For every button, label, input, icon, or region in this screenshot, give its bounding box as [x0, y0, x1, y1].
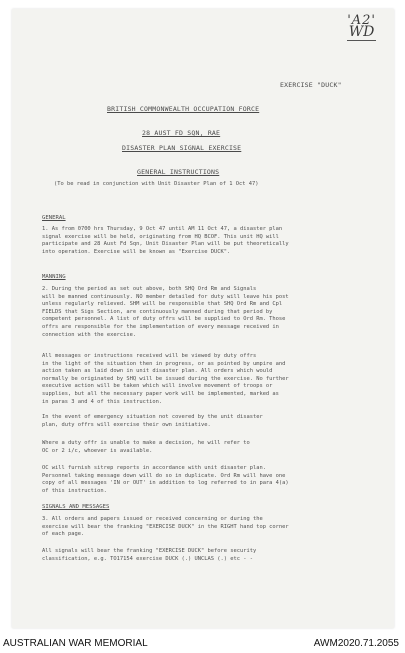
text-line: of each page.	[42, 531, 85, 538]
text-line: classification, e.g. TO17154 exercise DUCK (.) UNCLAS (.) etc - -	[42, 555, 253, 562]
text-line: 1. As from 0700 hrs Thursday, 9 Oct 47 until AM 11 Oct 47, a disaster plan	[42, 226, 283, 232]
text-line: competent personnel. A list of duty offrs will be supplied to Ord Rm. Those	[42, 316, 286, 323]
text-line: normally be originated by SHQ will be issued during the exercise. No further	[42, 375, 289, 382]
section-signals: SIGNALS AND MESSAGES	[42, 504, 110, 510]
text-line: 3. All orders and papers issued or received concerning or during the	[42, 516, 263, 522]
text-line: OC will furnish sitrep reports in accordance with unit disaster plan.	[42, 465, 266, 471]
text-line: supplies, but all the necessary paper work will be implemented, marked as	[42, 390, 279, 397]
text-line: exercise will bear the franking "EXERCISE DUCK" in the RIGHT hand top corner	[42, 523, 289, 530]
paragraph-1	[42, 226, 372, 256]
paragraph-4	[42, 414, 372, 429]
text-line: OC or 2 i/c, whoever is available.	[42, 447, 153, 454]
text-line: in the light of the situation then in progress, or as pointed by umpire and	[42, 360, 286, 367]
text-line: connection with the exercise.	[42, 331, 137, 338]
paragraph-2	[42, 286, 372, 339]
paragraph-5	[42, 440, 372, 455]
section-general: GENERAL	[42, 215, 66, 221]
text-line: Where a duty offr is unable to make a decision, he will refer to	[42, 440, 250, 446]
image-credit-bar	[0, 637, 405, 653]
text-line: executive action will be taken which will involve movement of troops or	[42, 383, 273, 390]
text-line: 2. During the period as set out above, both SHQ Ord Rm and Signals	[42, 286, 257, 292]
instruction-note: (To be read in conjunction with Unit Disaster Plan of 1 Oct 47)	[54, 181, 259, 187]
text-line: Personnel taking message down will do so in duplicate. Ord Rm will have one	[42, 472, 286, 479]
document-page	[12, 9, 394, 628]
plan-title: DISASTER PLAN SIGNAL EXERCISE	[122, 144, 242, 152]
paragraph-8	[42, 548, 372, 563]
text-line: plan, duty offrs will exercise their own initiative.	[42, 421, 211, 428]
text-line: in paras 3 and 4 of this instruction.	[42, 398, 163, 405]
section-manning: MANNING	[42, 274, 66, 280]
text-line: action taken as laid down in unit disaster plan. All orders which would	[42, 368, 273, 375]
text-line: All messages or instructions received will be viewed by duty offrs	[42, 353, 257, 359]
text-line: signal exercise will be held, originating from HQ BCOF. This unit HQ will	[42, 233, 279, 240]
annotation-initials: WD	[348, 24, 375, 40]
text-line: offrs are responsible for the implementation of every message received in	[42, 323, 279, 330]
paragraph-6	[42, 465, 372, 495]
source-label: AUSTRALIAN WAR MEMORIAL	[3, 638, 148, 649]
handwritten-annotation	[347, 13, 376, 41]
text-line: In the event of emergency situation not covered by the unit disaster	[42, 414, 263, 420]
text-line: FIELDS that Sigs Section, are continuously manned during that period by	[42, 308, 273, 315]
text-line: All signals will bear the franking "EXERCISE DUCK" before security	[42, 548, 257, 554]
paragraph-7	[42, 516, 372, 539]
paragraph-3	[42, 353, 372, 406]
text-line: copy of all messages 'IN or OUT' in addition to log referred to in para 4(a)	[42, 480, 289, 487]
force-title: BRITISH COMMONWEALTH OCCUPATION FORCE	[107, 105, 260, 113]
text-line: of this instruction.	[42, 487, 107, 494]
catalogue-id: AWM2020.71.2055	[313, 638, 399, 649]
text-line: will be manned continuously. NO member detailed for duty will leave his post	[42, 293, 289, 300]
unit-title: 28 AUST FD SQN, RAE	[142, 129, 221, 137]
annotation-code: 'A2'	[347, 13, 376, 28]
text-line: unless regularly relieved. SHM will be responsible that SHQ Ord Rm and Cpl	[42, 301, 283, 308]
exercise-label: EXERCISE "DUCK"	[280, 81, 342, 89]
section-title: GENERAL INSTRUCTIONS	[137, 168, 220, 176]
text-line: participate and 28 Aust Fd Sqn, Unit Disaster Plan will be put theoretically	[42, 241, 289, 248]
text-line: into operation. Exercise will be known as "Exercise DUCK".	[42, 248, 231, 255]
